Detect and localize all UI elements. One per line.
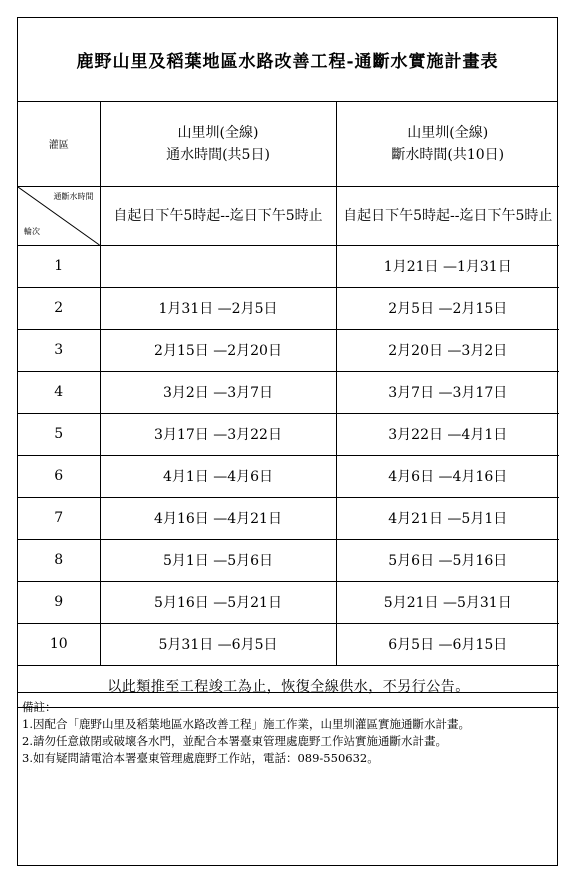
diagonal-bottom-label: 輪次 <box>24 226 40 236</box>
water-off-cell: 5月21日 —5月31日 <box>336 581 559 623</box>
water-on-header-line2: 通水時間(共5日) <box>166 146 270 163</box>
table-row <box>18 455 559 497</box>
table-row <box>18 287 559 329</box>
water-on-cell: 5月31日 —6月5日 <box>100 623 336 665</box>
round-cell: 9 <box>18 581 100 623</box>
table-row <box>18 581 559 623</box>
table-row <box>18 413 559 455</box>
round-cell: 6 <box>18 455 100 497</box>
water-off-header-line1: 山里圳(全線) <box>407 124 489 141</box>
notes-section <box>18 692 557 865</box>
note-item-2: 2.請勿任意啟閉或破壞各水門，並配合本署臺東管理處鹿野工作站實施通斷水計畫。 <box>22 734 447 748</box>
water-off-cell: 1月21日 —1月31日 <box>336 245 559 287</box>
water-off-cell: 2月20日 —3月2日 <box>336 329 559 371</box>
water-off-cell: 3月22日 —4月1日 <box>336 413 559 455</box>
round-cell: 10 <box>18 623 100 665</box>
table-row <box>18 245 559 287</box>
district-label: 灌區 <box>48 139 69 151</box>
water-off-cell: 4月21日 —5月1日 <box>336 497 559 539</box>
round-cell: 2 <box>18 287 100 329</box>
water-off-cell: 2月5日 —2月15日 <box>336 287 559 329</box>
water-on-cell <box>100 245 336 287</box>
diagonal-header-cell <box>18 186 100 245</box>
district-header <box>18 102 100 186</box>
water-on-cell: 2月15日 —2月20日 <box>100 329 336 371</box>
table-subheader-row <box>18 186 559 245</box>
water-on-time-note: 自起日下午5時起--迄日下午5時止 <box>100 186 336 245</box>
table-row <box>18 539 559 581</box>
water-on-cell: 3月2日 —3月7日 <box>100 371 336 413</box>
schedule-table <box>18 102 559 708</box>
round-cell: 3 <box>18 329 100 371</box>
round-cell: 4 <box>18 371 100 413</box>
water-on-cell: 5月16日 —5月21日 <box>100 581 336 623</box>
round-cell: 5 <box>18 413 100 455</box>
footer-line: 以此類推至工程竣工為止，恢復全線供水，不另行公告。 <box>18 665 559 707</box>
notes-heading: 備註： <box>22 700 57 714</box>
water-off-time-note: 自起日下午5時起--迄日下午5時止 <box>336 186 559 245</box>
round-cell: 1 <box>18 245 100 287</box>
schedule-rows <box>18 245 559 665</box>
note-item-3: 3.如有疑問請電洽本署臺東管理處鹿野工作站，電話：089-550632。 <box>22 751 379 765</box>
table-row <box>18 497 559 539</box>
water-on-cell: 4月16日 —4月21日 <box>100 497 336 539</box>
table-row <box>18 623 559 665</box>
page-title: 鹿野山里及稻葉地區水路改善工程-通斷水實施計畫表 <box>18 18 557 102</box>
table-row <box>18 329 559 371</box>
round-cell: 7 <box>18 497 100 539</box>
water-on-cell: 5月1日 —5月6日 <box>100 539 336 581</box>
water-on-header <box>100 102 336 186</box>
water-off-cell: 6月5日 —6月15日 <box>336 623 559 665</box>
water-on-cell: 1月31日 —2月5日 <box>100 287 336 329</box>
water-on-header-line1: 山里圳(全線) <box>177 124 259 141</box>
diagonal-top-label: 通斷水時間 <box>53 191 94 201</box>
water-on-cell: 4月1日 —4月6日 <box>100 455 336 497</box>
table-row <box>18 371 559 413</box>
note-item-1: 1.因配合「鹿野山里及稻葉地區水路改善工程」施工作業，山里圳灌區實施通斷水計畫。 <box>22 717 470 731</box>
schedule-document <box>17 17 558 866</box>
water-off-header <box>336 102 559 186</box>
water-on-cell: 3月17日 —3月22日 <box>100 413 336 455</box>
round-cell: 8 <box>18 539 100 581</box>
table-header-row <box>18 102 559 186</box>
water-off-cell: 3月7日 —3月17日 <box>336 371 559 413</box>
water-off-header-line2: 斷水時間(共10日) <box>391 146 505 163</box>
water-off-cell: 5月6日 —5月16日 <box>336 539 559 581</box>
water-off-cell: 4月6日 —4月16日 <box>336 455 559 497</box>
